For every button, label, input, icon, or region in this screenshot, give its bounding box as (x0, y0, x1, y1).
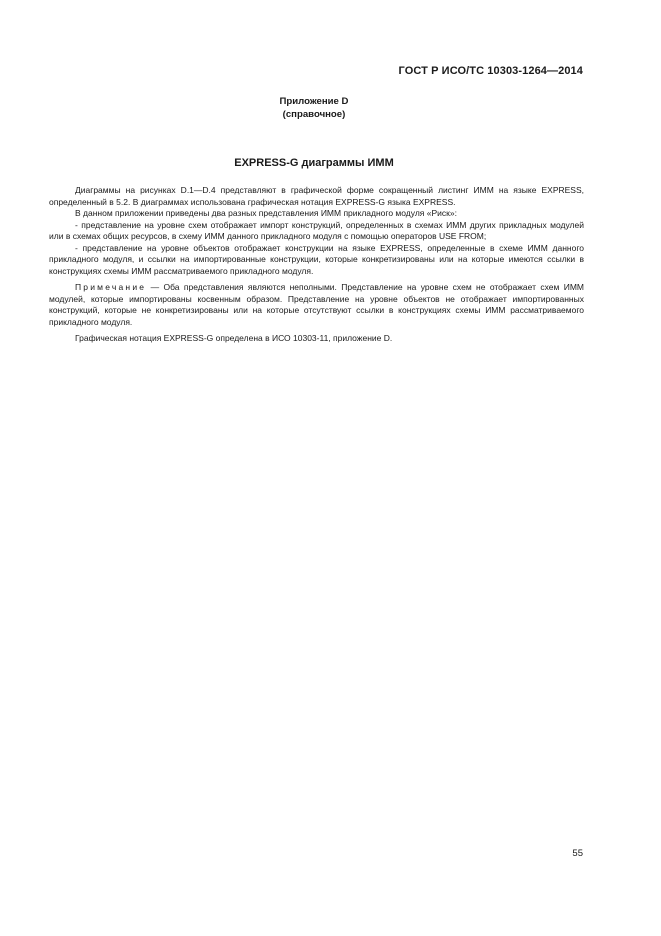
note-label: Примечание (75, 282, 147, 292)
section-title: EXPRESS-G диаграммы ИММ (234, 157, 394, 169)
body-text (49, 185, 584, 345)
appendix-title: Приложение D (279, 96, 349, 107)
paragraph-notation-reference: Графическая нотация EXPRESS-G определена в ИСО 10303-11, приложение D. (75, 333, 393, 343)
paragraph-diagrams-intro: Диаграммы на рисунках D.1—D.4 представляют в графической форме сокращенный листинг ИММ на языке EXPRESS, определенный в 5.2. В диаграммах использована графическая нотация EXPRESS-G языка EXPRESS. (49, 185, 584, 207)
paragraph-representations: В данном приложении приведены два разных представления ИММ прикладного модуля «Риск»: (75, 208, 457, 218)
note-paragraph (49, 282, 584, 328)
page-number: 55 (572, 848, 583, 859)
appendix-subtitle: (справочное) (282, 109, 346, 120)
list-item-schema-level: - представление на уровне схем отображает импорт конструкций, определенных в схемах ИММ других прикладных модулей или в схемах общих ресурсов, в схему ИММ данного прикладного модуля с помощью операторов USE FROM; (49, 219, 584, 241)
note-text: — Оба представления являются неполными. Представление на уровне схем не отображает схем ИММ модулей, которые импортированы косвенным образом. Представление на уровне объектов не отображает импортированных конструкций, которые не конкретизированы или на которые отсутствуют ссылки в конструкциях схемы ИММ рассматриваемого прикладного модуля. (49, 282, 584, 327)
document-code-header: ГОСТ Р ИСО/ТС 10303-1264—2014 (398, 65, 583, 77)
list-item-entity-level: - представление на уровне объектов отображает конструкции на языке EXPRESS, определенные в схеме ИММ данного прикладного модуля, и ссылки на импортированные конструкции, которые конкретизированы или на которые имеются ссылки в конструкциях схемы ИММ рассматриваемого прикладного модуля. (49, 242, 584, 276)
appendix-heading (0, 95, 628, 121)
